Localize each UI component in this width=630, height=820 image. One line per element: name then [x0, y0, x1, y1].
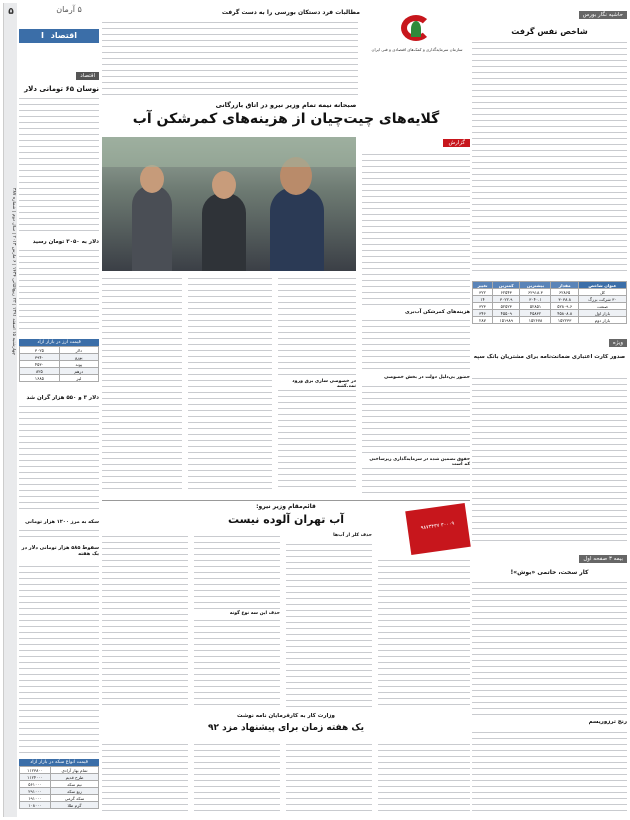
- table-row: [473, 296, 627, 303]
- table-cell: سکه گرمی: [51, 795, 99, 802]
- table-cell: ۱۱۲۴۰۰۰: [20, 774, 51, 781]
- table-cell: ۳۰۳۸.۸: [551, 296, 578, 303]
- table-cell: ۵۶۱۰۰۰: [20, 781, 51, 788]
- table-header-cell: تغییر: [473, 282, 493, 289]
- lower-subhead-1: حذف کلر از آب‌ها: [333, 533, 372, 538]
- table-cell: ۶۲۵۴۳: [492, 289, 520, 296]
- subsection-label: اقتصاد: [80, 73, 95, 79]
- table-cell: ۳۰ شرکت بزرگ: [578, 296, 626, 303]
- table-cell: ۳۹۴۰: [20, 354, 60, 361]
- insurance-body-2: [472, 729, 627, 813]
- right-body-4: [362, 465, 470, 493]
- table-row: [20, 347, 99, 354]
- main-story: [102, 3, 470, 498]
- bottom-col-2: [194, 741, 280, 815]
- subhead-1: هزینه‌های کمرشکن آب‌بری: [405, 309, 470, 315]
- table-cell: ۵۲۵۲۳: [492, 303, 520, 310]
- table-cell: دلار: [59, 347, 98, 354]
- table-cell: ۱۱۲۳۸۰۰: [20, 767, 51, 774]
- table-row: [20, 802, 99, 809]
- lower-subhead-2: حذف این سه نوع گونه: [194, 611, 280, 616]
- table-cell: ۳۲۲: [473, 289, 493, 296]
- table-cell: لیر: [59, 375, 98, 382]
- left-body-3: [19, 403, 99, 513]
- right-body-1: [362, 151, 470, 307]
- bourse-headline: شاخص نفس گرفت: [511, 27, 588, 36]
- table-row: [20, 788, 99, 795]
- table-cell: ۸۲۵: [20, 368, 60, 375]
- bottom-col-4: [378, 741, 470, 815]
- bourse-section-label: حاشیه نگار بورس: [579, 11, 627, 19]
- main-kicker: صبحانه نیمه تمام وزیر نیرو در اتاق بازرگانی: [215, 101, 357, 109]
- currency-table-title: قیمت ارز در بازار آزاد: [19, 339, 99, 346]
- table-cell: کل: [578, 289, 626, 296]
- table-header-cell: مقدار: [551, 282, 578, 289]
- top-body: [102, 19, 358, 99]
- lower-story: [102, 500, 470, 817]
- page-number: ۵: [8, 7, 14, 17]
- table-cell: ۱۵۲۶۷۸: [520, 317, 551, 324]
- subhead-2: در خصوصی سازی برق ورود: [292, 379, 356, 384]
- table-row: [473, 317, 627, 324]
- subhead-3: حضور بی‌دلیل دولت در بخش خصوصی: [384, 375, 470, 380]
- table-row: [473, 303, 627, 310]
- subhead-4: حقوق تضمین‌ شده در سرمایه‌گذاری زیرساختی: [369, 457, 470, 462]
- left-body-5: [19, 563, 99, 753]
- table-row: [473, 289, 627, 296]
- section-header: [19, 29, 99, 43]
- table-cell: ۳۰۴۰.۱: [520, 296, 551, 303]
- table-header-cell: کمترین: [492, 282, 520, 289]
- right-body-3: [362, 383, 470, 453]
- right-body-2: [362, 317, 470, 369]
- table-cell: ۲۸۷: [473, 317, 493, 324]
- table-cell: نیم سکه: [51, 781, 99, 788]
- table-cell: ۶۲۸۶۵: [551, 289, 578, 296]
- left-body-4: [19, 527, 99, 541]
- table-cell: ربع سکه: [51, 788, 99, 795]
- table-cell: ۴۵۳۰: [20, 361, 60, 368]
- index-table-grid: [472, 281, 627, 324]
- table-cell: ۳۲۳: [473, 303, 493, 310]
- date-strip: [3, 3, 17, 817]
- top-tagline: مطالبات فرد دستکان بورسی را به دست گرفت: [221, 9, 360, 16]
- bottom-col-1: [102, 741, 188, 815]
- table-cell: ۳۰۲۲.۹: [492, 296, 520, 303]
- coin-table-grid: [19, 766, 99, 809]
- insurance-headline: کار سخت، خاتمی «بوش»!: [510, 569, 589, 576]
- table-row: [20, 774, 99, 781]
- table-row: [20, 781, 99, 788]
- table-cell: ۴۵۸۳۲: [520, 310, 551, 317]
- bank-body: [472, 375, 627, 543]
- insurance-body: [472, 579, 627, 715]
- col-body-b: [188, 275, 272, 491]
- bank-section-label: ویژه: [609, 339, 627, 347]
- left-headline-1: نوسان ۶۵ تومانی دلار: [24, 85, 99, 93]
- table-row: [20, 361, 99, 368]
- table-cell: تمام بهار آزادی: [51, 767, 99, 774]
- currency-table: [19, 339, 99, 382]
- right-sidebar: [472, 3, 627, 817]
- table-cell: ۱۶۸۵: [20, 375, 60, 382]
- coin-table-title: قیمت انواع سکه در بازار آزاد: [19, 759, 99, 766]
- left-headline-3: دلار ۳ و ۵۵۰ هزار گران شد: [26, 395, 99, 401]
- report-tag: [443, 139, 470, 147]
- table-cell: ۲۹۱۰۰۰: [20, 788, 51, 795]
- table-cell: ۶۲۹۱۸.۳: [520, 289, 551, 296]
- table-cell: ۱۰۸۰۰۰: [20, 802, 51, 809]
- table-cell: پوند: [59, 361, 98, 368]
- table-row: [20, 354, 99, 361]
- left-headline-4: سکه به مرز ۱۲۰۰ هزار تومانی: [25, 519, 99, 525]
- lower-col-1: [102, 533, 188, 709]
- lower-col-2: [194, 533, 280, 709]
- table-cell: بازار اول: [578, 310, 626, 317]
- left-headline-5: سقوط ۵۸۵ هزار تومانی دلار در یک هفته: [21, 545, 99, 557]
- lower-col-3: [286, 541, 372, 709]
- red-stamp: [405, 503, 471, 555]
- currency-table-grid: [19, 346, 99, 382]
- bank-headline: صدور کارت اعتباری ضمانت‌نامه برای مشتریان بانک سپه: [473, 354, 626, 360]
- table-cell: ۳۰۲۵: [20, 347, 60, 354]
- col-body-c: [278, 275, 356, 375]
- table-cell: صنعت: [578, 303, 626, 310]
- table-cell: ۵۲۸۰۹.۶: [551, 303, 578, 310]
- table-row: [20, 368, 99, 375]
- table-cell: ۴۵۵۰۹: [492, 310, 520, 317]
- table-cell: طرح قدیم: [51, 774, 99, 781]
- left-column: [3, 3, 99, 817]
- vertical-date: چهارشنبه ۱۵ اسفند ۱۳۹۱ | ۲۳ ربیع‌الثانی ۱۴۳۴ | ۶ مارس ۲۰۱۳ | سال دوم | شماره ۳۸۷: [11, 187, 16, 355]
- table-cell: ۱۵۲۲۳۳: [551, 317, 578, 324]
- subsection-tag: [76, 72, 99, 80]
- table-row: [20, 767, 99, 774]
- org-logo: [368, 13, 466, 71]
- col-body-a: [102, 275, 182, 491]
- bottom-headline: یک هفته زمان برای پیشنهاد مزد ۹۲: [208, 723, 364, 733]
- table-header-cell: بیشترین: [520, 282, 551, 289]
- report-tag-label: گزارش: [448, 140, 465, 146]
- coin-table: [19, 759, 99, 809]
- table-cell: ۴۵۸۰۸.۸: [551, 310, 578, 317]
- table-cell: ۵۲۸۵۱: [520, 303, 551, 310]
- stamp-number: ۳۰۰۰۹ ۹۸۷۳۴۳۷: [420, 520, 455, 532]
- bourse-body: [472, 39, 627, 275]
- table-cell: گرم طلا: [51, 802, 99, 809]
- insurance-subhead: رنج ترزوریسم: [588, 719, 627, 725]
- left-body-2: [19, 247, 99, 331]
- table-row: [20, 375, 99, 382]
- left-headline-2: دلار به ۳۰۵۰ تومان رسید: [32, 239, 99, 245]
- table-cell: ۳۴۶: [473, 310, 493, 317]
- lower-headline: آب تهران آلوده نیست: [227, 513, 345, 526]
- lead-photo: [102, 137, 356, 271]
- table-row: [20, 795, 99, 802]
- table-header-cell: عنوان شاخص: [578, 282, 626, 289]
- lower-kicker: قائم‌مقام وزیر نیرو:: [256, 503, 316, 510]
- table-cell: درهم: [59, 368, 98, 375]
- brand-logo: ۵ آرمان: [56, 5, 82, 14]
- table-cell: بازار دوم: [578, 317, 626, 324]
- section-title: اقتصاد: [50, 31, 78, 40]
- main-headline: گلایه‌های چیت‌چیان از هزینه‌های کمرشکن آب: [132, 111, 440, 127]
- bottom-col-3: [286, 741, 372, 815]
- table-cell: یورو: [59, 354, 98, 361]
- bottom-kicker: وزارت کار به کارفرمایان نامه نوشت: [237, 713, 335, 719]
- col-body-d: [278, 387, 356, 491]
- section-latin: I: [40, 31, 44, 40]
- left-body-1: [19, 95, 99, 235]
- table-cell: ۱۵۱۹۸۹: [492, 317, 520, 324]
- insurance-section-label: بیمه ۳ صفحه اول: [579, 555, 627, 563]
- index-table: [472, 281, 627, 324]
- table-cell: ۱۴: [473, 296, 493, 303]
- table-row: [473, 310, 627, 317]
- table-cell: ۱۹۱۰۰۰: [20, 795, 51, 802]
- lower-col-4: [378, 557, 470, 709]
- logo-caption: سازمان سرمایه‌گذاری و کمک‌های اقتصادی و فنی ایران: [371, 47, 463, 52]
